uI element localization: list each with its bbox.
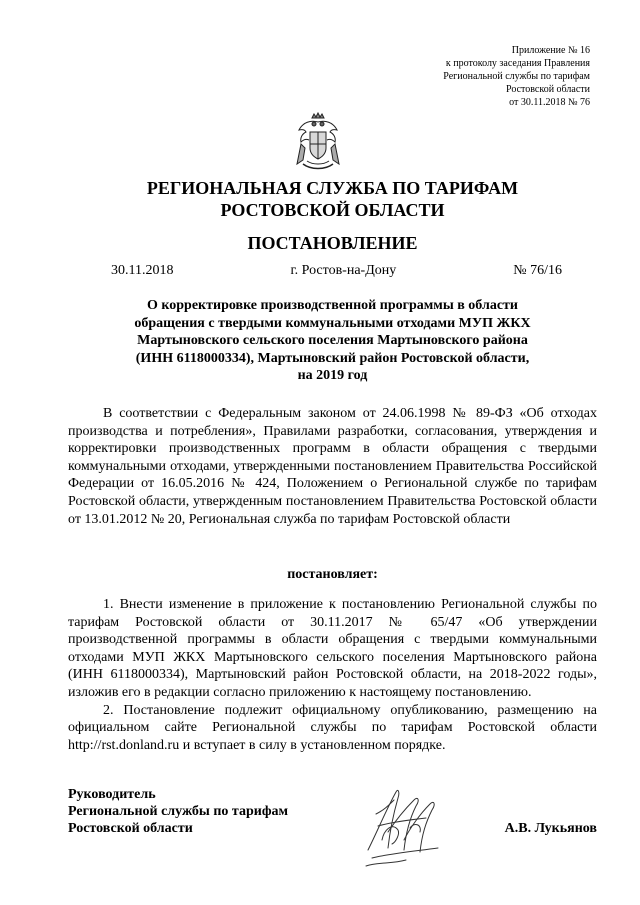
signer-position-line: Региональной службы по тарифам bbox=[68, 804, 289, 819]
signer-name: А.В. Лукьянов bbox=[504, 821, 597, 836]
document-subject bbox=[68, 297, 597, 385]
document-city: г. Ростов-на-Дону bbox=[290, 263, 397, 278]
resolution-items bbox=[68, 596, 597, 754]
subject-line: на 2019 год bbox=[297, 368, 368, 383]
document-date: 30.11.2018 bbox=[111, 263, 174, 278]
signature-icon bbox=[348, 770, 458, 880]
authority-title-line: РЕГИОНАЛЬНАЯ СЛУЖБА ПО ТАРИФАМ bbox=[146, 178, 519, 198]
appendix-line: Приложение № 16 bbox=[511, 45, 590, 56]
resolution-item: 1. Внести изменение в приложение к постановлению Региональной службы по тарифам Ростовской области от 30.11.2017 № 65/47 «Об утверждении производственной программы в области обращения с твердыми коммунальными отходами МУП ЖКХ Мартыновского сельского поселения Мартыновского района (ИНН 6118000334), Мартыновский район Ростовской области, на 2018-2022 годы», изложив его в редакции согласно приложению к настоящему постановлению. bbox=[68, 597, 597, 700]
resolves-heading: постановляет: bbox=[287, 567, 378, 582]
authority-title bbox=[68, 177, 597, 221]
appendix-line: Ростовской области bbox=[506, 84, 590, 95]
subject-line: (ИНН 6118000334), Мартыновский район Ростовской области, bbox=[135, 350, 530, 366]
preamble-paragraph: В соответствии с Федеральным законом от 24.06.1998 № 89-ФЗ «Об отходах производства и потребления», Правилами разработки, согласования, утверждения и корректировки производственных программ в области обращения с твердыми коммунальными отходами, утвержденными постановлением Правительства Российской Федерации от 16.05.2016 № 424, Положением о Региональной службе по тарифам Ростовской области, утвержденным постановлением Правительства Ростовской области от 13.01.2012 № 20, Региональная служба по тарифам Ростовской области bbox=[68, 406, 597, 527]
authority-title-line: РОСТОВСКОЙ ОБЛАСТИ bbox=[220, 200, 445, 220]
signer-position-line: Руководитель bbox=[68, 787, 156, 802]
signer-position bbox=[68, 786, 288, 837]
appendix-line: Региональной службы по тарифам bbox=[443, 71, 590, 82]
subject-line: обращения с твердыми коммунальными отходами МУП ЖКХ bbox=[134, 315, 531, 331]
appendix-note bbox=[443, 44, 590, 109]
subject-line: О корректировке производственной программы в области bbox=[147, 298, 518, 313]
coat-of-arms-icon bbox=[293, 112, 343, 174]
document-meta bbox=[111, 262, 562, 280]
appendix-line: от 30.11.2018 № 76 bbox=[509, 97, 590, 108]
resolution-item: 2. Постановление подлежит официальному опубликованию, размещению на официальном сайте Региональной службы по тарифам Ростовской области http://rst.donland.ru и вступает в силу в установленном порядке. bbox=[68, 702, 597, 753]
subject-line: Мартыновского сельского поселения Мартыновского района bbox=[137, 333, 528, 348]
signer-position-line: Ростовской области bbox=[68, 821, 193, 836]
document-type: ПОСТАНОВЛЕНИЕ bbox=[247, 233, 418, 253]
appendix-line: к протоколу заседания Правления bbox=[445, 58, 590, 69]
document-number: № 76/16 bbox=[513, 263, 562, 278]
